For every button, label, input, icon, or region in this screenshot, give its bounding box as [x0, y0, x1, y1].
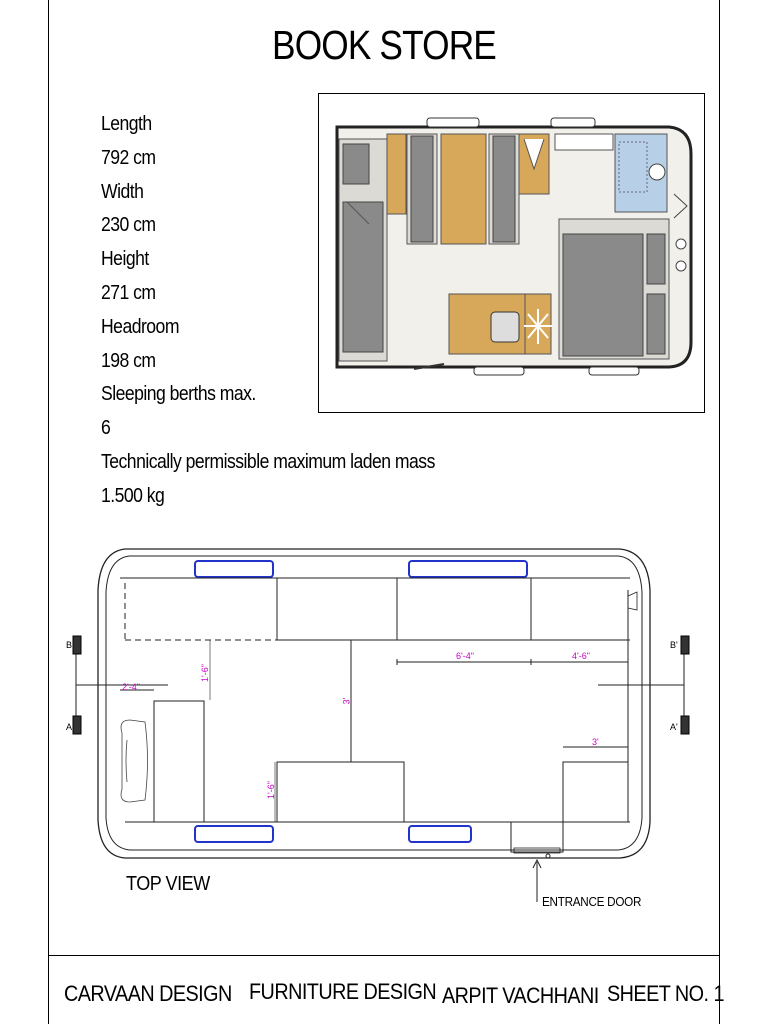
section-marker-a-prime: A'	[670, 722, 678, 732]
dimension-label: 3'	[341, 697, 352, 705]
spec-value-height: 271 cm	[101, 281, 156, 304]
spec-label-berths: Sleeping berths max.	[101, 383, 256, 406]
spec-value-berths: 6	[101, 417, 111, 440]
spec-label-width: Width	[101, 180, 144, 203]
footer-author: ARPIT VACHHANI	[442, 983, 599, 1008]
dimension-label: 1'-6"	[199, 664, 210, 682]
spec-value-width: 230 cm	[101, 214, 156, 237]
top-view-label: TOP VIEW	[126, 873, 210, 895]
dimension-label: 6'-4"	[456, 651, 474, 661]
window-bottom-left	[195, 826, 273, 842]
dimension-label: 3'	[592, 737, 599, 747]
spec-value-length: 792 cm	[101, 146, 156, 169]
footer-subject: FURNITURE DESIGN	[249, 979, 437, 1004]
footer-sheet: SHEET NO. 1	[607, 981, 724, 1006]
section-marker-a: A	[66, 722, 73, 732]
spec-label-headroom: Headroom	[101, 315, 179, 338]
footer-project: CARVAAN DESIGN	[64, 981, 232, 1006]
spec-label-mass: Technically permissible maximum laden mass	[101, 450, 435, 473]
spec-value-headroom: 198 cm	[101, 349, 156, 372]
spec-label-length: Length	[101, 113, 152, 135]
section-marker-b-prime: B'	[670, 640, 678, 650]
caravan-outer-shell	[98, 549, 650, 858]
window-bottom-right	[409, 826, 471, 842]
dimension-label: 1'-6"	[265, 781, 276, 799]
window-top-right	[409, 561, 527, 577]
dimension-label: 2'-4"	[122, 682, 140, 692]
spec-label-height: Height	[101, 248, 149, 271]
section-marker-b: B	[66, 640, 73, 650]
caravan-inner-shell	[106, 556, 642, 850]
spec-value-mass: 1.500 kg	[101, 484, 165, 507]
page-title: BOOK STORE	[272, 22, 496, 68]
window-top-left	[195, 561, 273, 577]
dimension-label: 4'-6"	[572, 651, 590, 661]
entrance-door-label: ENTRANCE DOOR	[542, 894, 642, 909]
